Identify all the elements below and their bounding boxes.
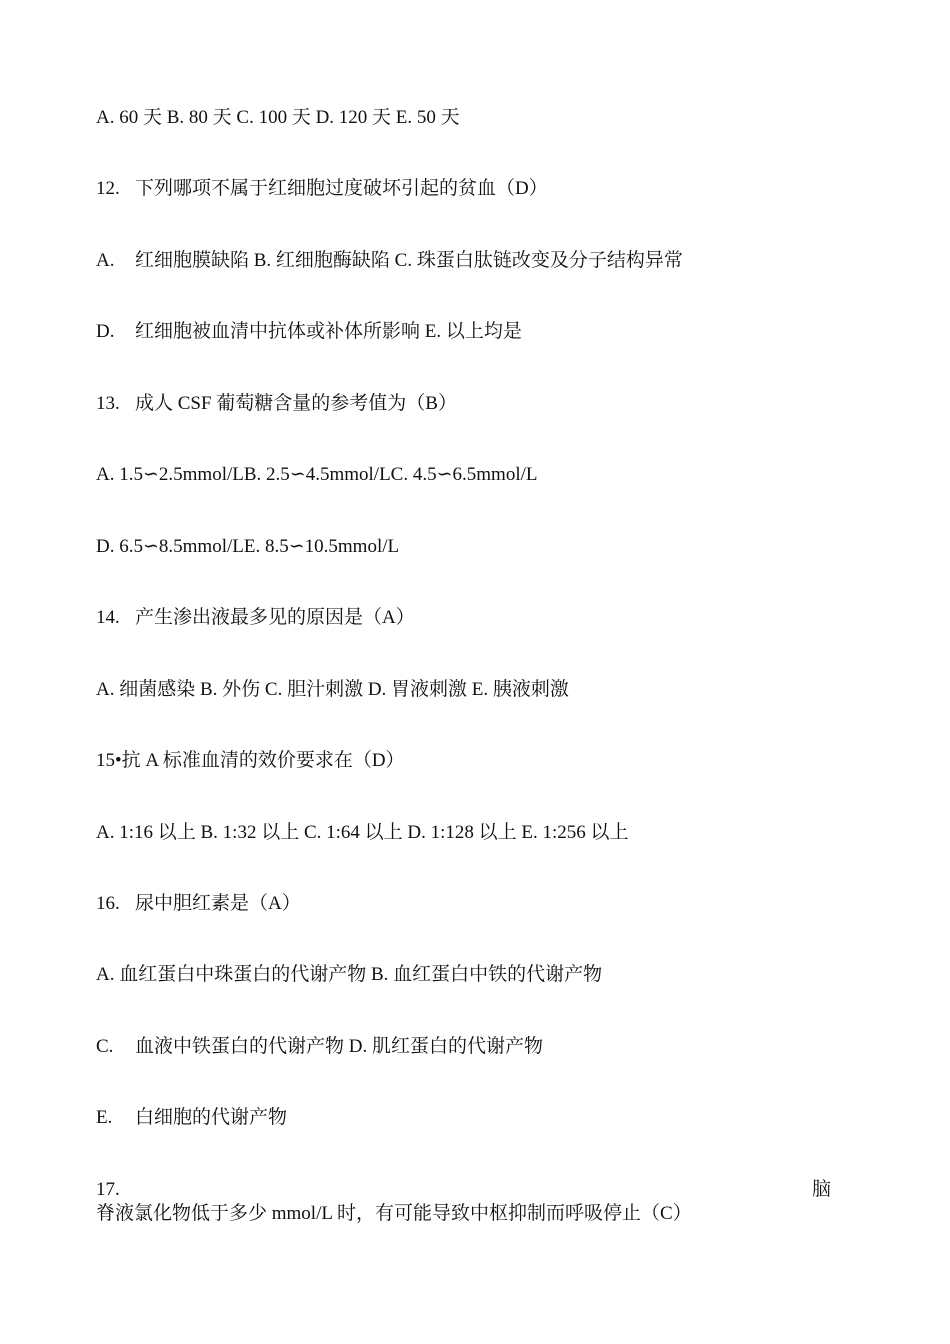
answer-options-12-a [96, 249, 683, 273]
question-number: 16. [96, 893, 120, 914]
answer-options-16-e [96, 1106, 287, 1130]
question-text: 下列哪项不属于红细胞过度破坏引起的贫血（D） [135, 178, 548, 199]
answer-options-16-c [96, 1035, 543, 1059]
line-text: 白细胞的代谢产物 [135, 1107, 288, 1128]
line-text: A. 1.5∽2.5mmol/LB. 2.5∽4.5mmol/LC. 4.5∽6.5mmol/L [96, 464, 538, 485]
option-letter: D. [96, 321, 115, 342]
answer-options-13-d [96, 535, 399, 559]
line-text: A. 血红蛋白中珠蛋白的代谢产物 B. 血红蛋白中铁的代谢产物 [96, 964, 603, 985]
question-text: 15•抗 A 标准血清的效价要求在（D） [96, 750, 405, 771]
question-12 [96, 177, 548, 201]
line-text: 红细胞被血清中抗体或补体所影响 E. 以上均是 [135, 321, 522, 342]
question-number: 13. [96, 393, 120, 414]
option-letter: E. [96, 1107, 113, 1128]
question-text: 产生渗出液最多见的原因是（A） [135, 607, 415, 628]
line-text: 血液中铁蛋白的代谢产物 D. 肌红蛋白的代谢产物 [135, 1036, 543, 1057]
option-letter: C. [96, 1036, 114, 1057]
question-number: 12. [96, 178, 120, 199]
question-text: 尿中胆红素是（A） [135, 893, 301, 914]
answer-options-13-a [96, 463, 538, 487]
line-text: 红细胞膜缺陷 B. 红细胞酶缺陷 C. 珠蛋白肽链改变及分子结构异常 [135, 250, 683, 271]
question-text-start: 脑 [811, 1179, 831, 1200]
question-17 [96, 1178, 831, 1226]
line-text: A. 细菌感染 B. 外伤 C. 胆汁刺激 D. 胃液刺激 E. 胰液刺激 [96, 679, 569, 700]
answer-options-16-a [96, 963, 602, 987]
question-13 [96, 392, 457, 416]
answer-options-14 [96, 678, 569, 702]
question-16 [96, 892, 301, 916]
question-14 [96, 606, 415, 630]
question-15 [96, 749, 405, 773]
line-text: A. 60 天 B. 80 天 C. 100 天 D. 120 天 E. 50 天 [96, 107, 460, 128]
question-text: 脊液氯化物低于多少 mmol/L 时，有可能导致中枢抑制而呼吸停止（C） [96, 1203, 692, 1224]
answer-options-15 [96, 821, 629, 845]
question-number: 17. [96, 1179, 120, 1200]
question-17-first-line [96, 1178, 831, 1202]
question-text: 成人 CSF 葡萄糖含量的参考值为（B） [135, 393, 457, 414]
answer-options-11 [96, 106, 460, 130]
line-text: A. 1:16 以上 B. 1:32 以上 C. 1:64 以上 D. 1:128 以上 E. 1:256 以上 [96, 822, 629, 843]
option-letter: A. [96, 250, 115, 271]
answer-options-12-d [96, 320, 522, 344]
line-text: D. 6.5∽8.5mmol/LE. 8.5∽10.5mmol/L [96, 536, 400, 557]
question-number: 14. [96, 607, 120, 628]
